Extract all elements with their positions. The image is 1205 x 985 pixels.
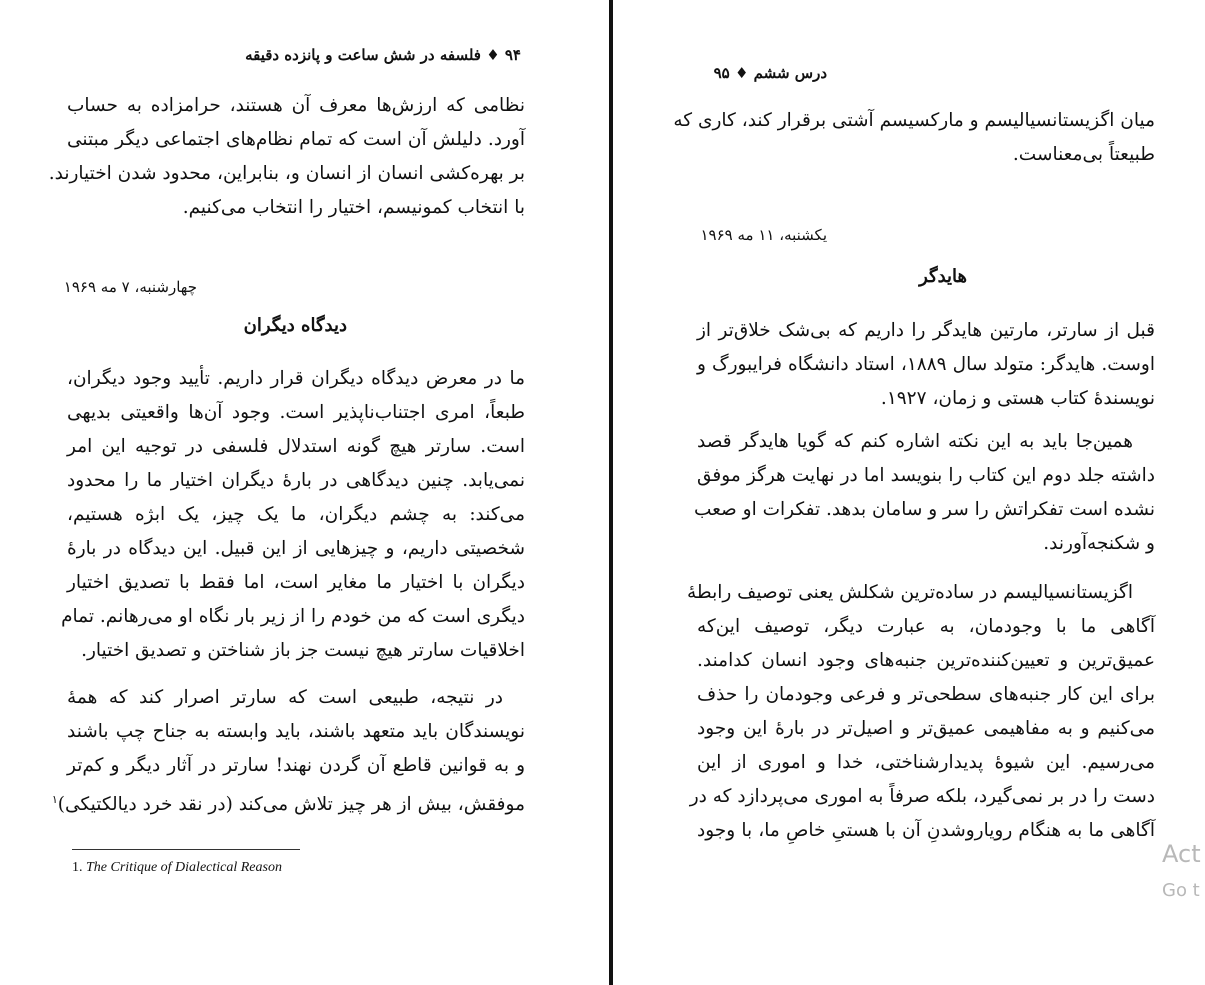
text-line-content: موفقش، بیش از هر چیز تلاش می‌کند (در نقد خرد دیالکتیکی) xyxy=(57,794,525,816)
text-line: نویسندگان باید متعهد باشند، باید وابسته به جناح چپ باشند xyxy=(67,721,525,742)
text-line: اخلاقیات سارتر هیچ نیست جز باز شناختن و تصدیق اختیار. xyxy=(81,640,525,661)
footnote-number: 1. xyxy=(72,860,83,875)
text-line: میان اگزیستانسیالیسم و مارکسیسم آشتی برقرار کند، کاری که xyxy=(673,110,1155,131)
entry-date: چهارشنبه، ۷ مه ۱۹۶۹ xyxy=(63,278,197,296)
text-line: طبعاً، امری اجتناب‌ناپذیر است. وجود آن‌ها واقعیتی بدیهی xyxy=(67,402,525,423)
text-line: و شکنجه‌آورند. xyxy=(1043,533,1155,554)
text-line: و به قوانین قاطع آن گردن نهند! سارتر در آثار دیگر و کم‌تر xyxy=(67,755,525,776)
text-line: قبل از سارتر، مارتین هایدگر را داریم که بی‌شک خلاق‌تر از xyxy=(697,320,1155,341)
text-line: با انتخاب کمونیسم، اختیار را انتخاب می‌کنیم. xyxy=(182,197,525,218)
body-paragraph xyxy=(61,362,525,668)
footnote-divider xyxy=(72,849,300,850)
text-line: می‌کنیم و به مفاهیمی عمیق‌تر و اصیل‌تر در بارهٔ این وجود xyxy=(697,718,1155,739)
footnote-title: The Critique of Dialectical Reason xyxy=(86,860,282,875)
text-line: برای این کار جنبه‌های سطحی‌تر و فرعی وجودمان را حذف xyxy=(697,684,1155,705)
text-line: آگاهی ما به هنگام رویاروشدنِ آن با هستیِ خاصِ ما، با وجود xyxy=(697,820,1155,841)
text-line: دیگری است که من خودم را از زیر بار نگاه او می‌رهانم. تمام xyxy=(61,606,525,627)
activation-watermark-subtitle: Go t xyxy=(1162,880,1200,901)
text-line: در نتیجه، طبیعی است که سارتر اصرار کند که همهٔ xyxy=(67,687,503,708)
entry-date: یکشنبه، ۱۱ مه ۱۹۶۹ xyxy=(700,226,827,244)
right-page xyxy=(616,0,1205,985)
text-line: طبیعتاً بی‌معناست. xyxy=(1012,144,1155,165)
page-header: ۹۴ ♦ فلسفه در شش ساعت و پانزده دقیقه xyxy=(245,46,521,64)
body-paragraph xyxy=(693,425,1155,561)
text-line: آورد. دلیلش آن است که تمام نظام‌های اجتماعی دیگر مبتنی xyxy=(67,129,525,150)
intro-paragraph xyxy=(673,104,1155,172)
text-line: نویسندهٔ کتاب هستی و زمان، ۱۹۲۷. xyxy=(880,388,1155,409)
text-line: می‌کند: به چشم دیگران، ما یک چیز، یک ابژه هستیم، xyxy=(67,504,525,525)
text-line xyxy=(51,783,525,822)
text-line: شخصیتی داریم، و چیزهایی از این قبیل. این دیدگاه در بارهٔ xyxy=(67,538,525,559)
text-line: بر بهره‌کشی انسان از انسان و، بنابراین، محدود شدن اختیارند. xyxy=(48,163,525,184)
body-paragraph xyxy=(51,681,525,822)
text-line: است. سارتر هیچ گونه استدلال فلسفی در توجیه این امر xyxy=(67,436,525,457)
text-line: می‌رسیم. این شیوهٔ پدیدارشناختی، خدا و اموری از این xyxy=(697,752,1155,773)
book-spine xyxy=(609,0,613,985)
text-line: عمیق‌ترین و تعیین‌کننده‌ترین جنبه‌های وجود انسان کدامند. xyxy=(697,650,1155,671)
text-line: اگزیستانسیالیسم در ساده‌ترین شکلش یعنی توصیف رابطهٔ xyxy=(686,582,1133,603)
footnote-marker: ۱ xyxy=(51,793,58,806)
text-line: همین‌جا باید به این نکته اشاره کنم که گویا هایدگر قصد xyxy=(697,431,1133,452)
section-heading: هایدگر xyxy=(919,266,967,287)
body-paragraph xyxy=(686,576,1155,848)
activation-watermark-title: Act xyxy=(1162,840,1201,868)
text-line: آگاهی ما با وجودمان، به عبارت دیگر، توصیف این‌که xyxy=(697,616,1155,637)
section-heading: دیدگاه دیگران xyxy=(243,315,347,336)
intro-paragraph xyxy=(48,89,525,225)
body-paragraph xyxy=(697,314,1155,416)
page-header: درس ششم ♦ ۹۵ xyxy=(713,64,827,82)
text-line: دست را در بر نمی‌گیرد، بلکه صرفاً به اموری می‌پردازد که در xyxy=(689,786,1155,807)
text-line: نمی‌یابد. چنین دیدگاهی در بارهٔ دیگران اختیار ما را محدود xyxy=(67,470,525,491)
text-line: نشده است تفکراتش را سر و سامان بدهد. تفکرات او صعب xyxy=(693,499,1155,520)
text-line: ما در معرض دیدگاه دیگران قرار داریم. تأیید وجود دیگران، xyxy=(67,368,525,389)
text-line: داشته جلد دوم این کتاب را بنویسد اما در نهایت هرگز موفق xyxy=(697,465,1155,486)
text-line: دیگران با اختیار ما مغایر است، اما فقط با تصدیق اختیار xyxy=(67,572,525,593)
text-line: اوست. هایدگر: متولد سال ۱۸۸۹، استاد دانشگاه فرایبورگ و xyxy=(697,354,1156,375)
footnote xyxy=(72,860,282,876)
text-line: نظامی که ارزش‌ها معرف آن هستند، حرامزاده به حساب xyxy=(67,95,525,116)
